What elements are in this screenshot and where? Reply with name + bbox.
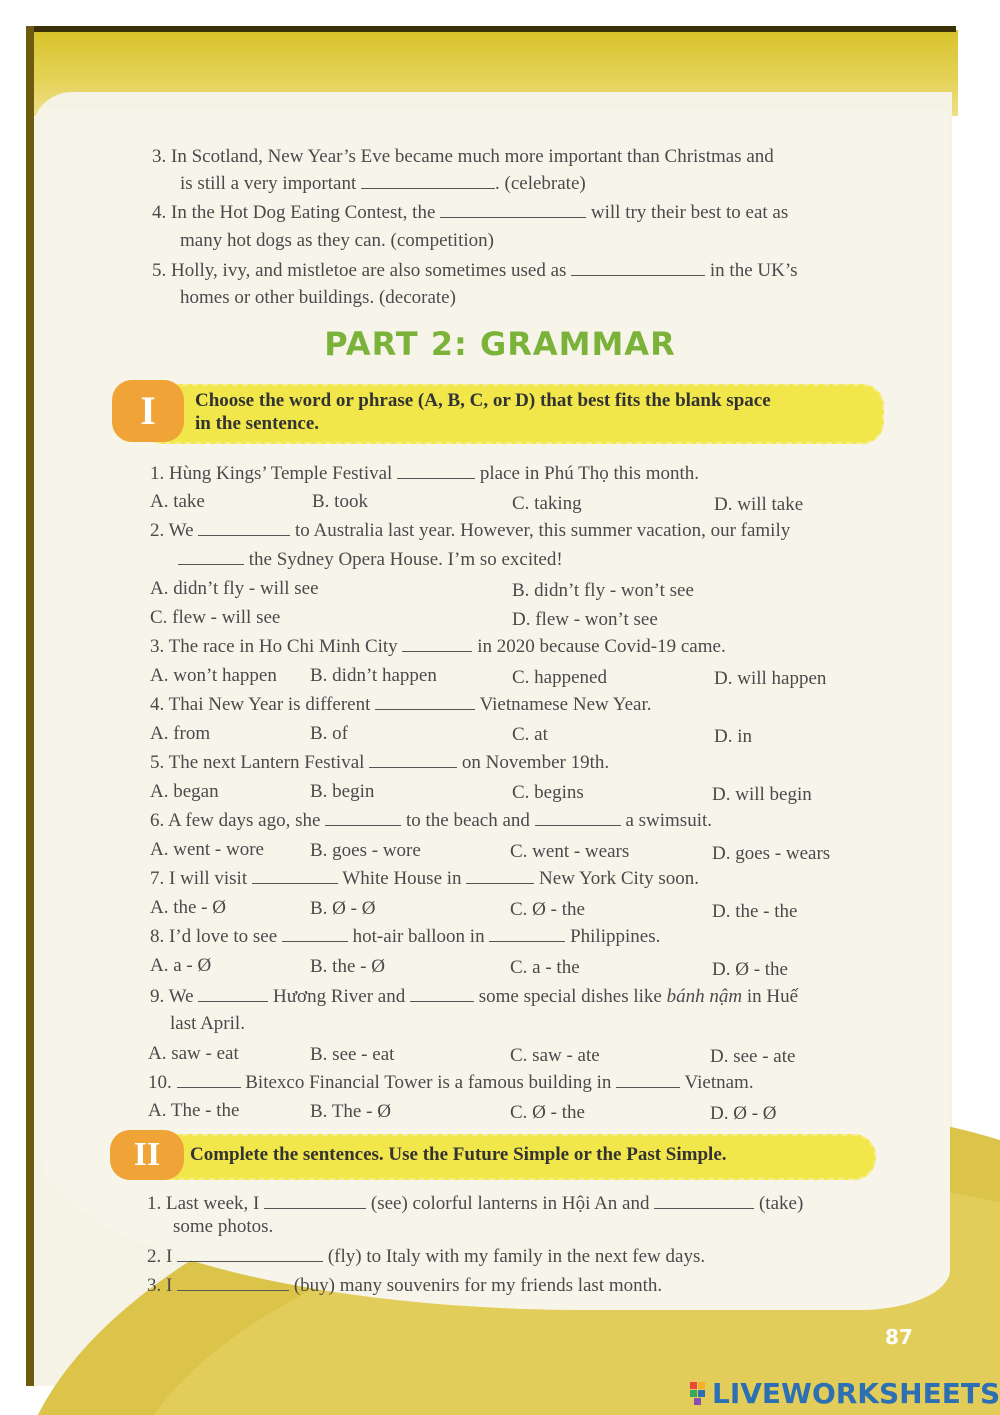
answer-blank[interactable] (410, 983, 474, 1002)
prev-item-4-line1: 4. In the Hot Dog Eating Contest, the will try their best to eat as (152, 199, 788, 226)
part-title: PART 2: GRAMMAR (324, 325, 676, 363)
q3-option-b[interactable]: B. didn’t happen (310, 665, 437, 686)
question-4: 4. Thai New Year is different Vietnamese New Year. (150, 691, 652, 718)
question-10: 10. Bitexco Financial Tower is a famous building in Vietnam. (148, 1069, 754, 1096)
section2-instruction: Complete the sentences. Use the Future Simple or the Past Simple. (190, 1144, 727, 1165)
answer-blank[interactable] (252, 865, 338, 884)
answer-blank[interactable] (616, 1069, 680, 1088)
q1-option-d[interactable]: D. will take (714, 494, 804, 515)
q2-option-a[interactable]: A. didn’t fly - will see (150, 578, 319, 599)
prev-item-3-line1: 3. In Scotland, New Year’s Eve became much more important than Christmas and (152, 146, 774, 167)
q8-option-d[interactable]: D. Ø - the (712, 959, 788, 980)
answer-blank[interactable] (361, 170, 495, 189)
q5-option-d[interactable]: D. will begin (712, 784, 812, 805)
answer-blank[interactable] (198, 983, 268, 1002)
question-3: 3. The race in Ho Chi Minh City in 2020 because Covid-19 came. (150, 633, 726, 660)
prev-item-5-line1: 5. Holly, ivy, and mistletoe are also sometimes used as in the UK’s (152, 257, 798, 284)
answer-blank[interactable] (369, 749, 457, 768)
q1-option-a[interactable]: A. take (150, 491, 205, 512)
section2-item-3: 3. I (buy) many souvenirs for my friends last month. (147, 1272, 662, 1299)
answer-blank[interactable] (654, 1190, 754, 1209)
answer-blank[interactable] (466, 865, 534, 884)
answer-blank[interactable] (264, 1190, 366, 1209)
section2-item-2: 2. I (fly) to Italy with my family in the next few days. (147, 1243, 705, 1270)
q2-option-b[interactable]: B. didn’t fly - won’t see (512, 580, 694, 601)
page-number: 87 (885, 1325, 913, 1349)
liveworksheets-logo-icon (690, 1380, 710, 1404)
q3-option-a[interactable]: A. won’t happen (150, 665, 277, 686)
q8-option-a[interactable]: A. a - Ø (150, 955, 212, 976)
q6-option-b[interactable]: B. goes - wore (310, 840, 421, 861)
q2-option-c[interactable]: C. flew - will see (150, 607, 281, 628)
question-2-line2: the Sydney Opera House. I’m so excited! (178, 546, 563, 573)
q5-option-a[interactable]: A. began (150, 781, 219, 802)
question-5: 5. The next Lantern Festival on November 19th. (150, 749, 609, 776)
question-9-line2: last April. (170, 1013, 245, 1034)
q8-option-c[interactable]: C. a - the (510, 957, 580, 978)
prev-item-5-line2: homes or other buildings. (decorate) (180, 287, 456, 308)
q1-option-c[interactable]: C. taking (512, 493, 582, 514)
section2-badge: II (110, 1130, 184, 1180)
q4-option-a[interactable]: A. from (150, 723, 211, 744)
q4-option-b[interactable]: B. of (310, 723, 348, 744)
q10-option-b[interactable]: B. The - Ø (310, 1101, 391, 1122)
section1-instruction-line1: Choose the word or phrase (A, B, C, or D) that best fits the blank space (195, 390, 771, 411)
q7-option-b[interactable]: B. Ø - Ø (310, 898, 376, 919)
q3-option-d[interactable]: D. will happen (714, 668, 827, 689)
question-8: 8. I’d love to see hot-air balloon in Philippines. (150, 923, 660, 950)
answer-blank[interactable] (440, 199, 586, 218)
q5-option-c[interactable]: C. begins (512, 782, 584, 803)
answer-blank[interactable] (402, 633, 472, 652)
q6-option-a[interactable]: A. went - wore (150, 839, 264, 860)
answer-blank[interactable] (177, 1069, 241, 1088)
answer-blank[interactable] (282, 923, 348, 942)
answer-blank[interactable] (489, 923, 565, 942)
q10-option-d[interactable]: D. Ø - Ø (710, 1103, 777, 1124)
q3-option-c[interactable]: C. happened (512, 667, 607, 688)
answer-blank[interactable] (397, 460, 475, 479)
q5-option-b[interactable]: B. begin (310, 781, 375, 802)
frame-left-edge (26, 26, 34, 1386)
liveworksheets-watermark: LIVEWORKSHEETS (712, 1377, 1000, 1410)
q6-option-d[interactable]: D. goes - wears (712, 843, 831, 864)
q9-option-c[interactable]: C. saw - ate (510, 1045, 600, 1066)
question-1: 1. Hùng Kings’ Temple Festival place in Phú Thọ this month. (150, 460, 699, 487)
q7-option-d[interactable]: D. the - the (712, 901, 798, 922)
question-2-line1: 2. We to Australia last year. However, this summer vacation, our family (150, 517, 790, 544)
q6-option-c[interactable]: C. went - wears (510, 841, 630, 862)
q9-option-d[interactable]: D. see - ate (710, 1046, 796, 1067)
prev-item-3-line2: is still a very important . (celebrate) (180, 170, 586, 197)
q10-option-c[interactable]: C. Ø - the (510, 1102, 585, 1123)
q10-option-a[interactable]: A. The - the (148, 1100, 240, 1121)
q8-option-b[interactable]: B. the - Ø (310, 956, 385, 977)
section2-item-1-line1: 1. Last week, I (see) colorful lanterns in Hội An and (take) (147, 1190, 803, 1217)
answer-blank[interactable] (375, 691, 475, 710)
question-7: 7. I will visit White House in New York City soon. (150, 865, 699, 892)
prev-item-4-line2: many hot dogs as they can. (competition) (180, 230, 494, 251)
answer-blank[interactable] (571, 257, 705, 276)
section1-badge: I (112, 380, 184, 442)
answer-blank[interactable] (177, 1243, 323, 1262)
answer-blank[interactable] (198, 517, 290, 536)
answer-blank[interactable] (177, 1272, 289, 1291)
answer-blank[interactable] (325, 807, 401, 826)
answer-blank[interactable] (535, 807, 621, 826)
section1-instruction-line2: in the sentence. (195, 413, 320, 434)
q2-option-d[interactable]: D. flew - won’t see (512, 609, 658, 630)
q1-option-b[interactable]: B. took (312, 491, 368, 512)
question-9-line1: 9. We Hương River and some special dishes like bánh nậm in Huế (150, 983, 798, 1010)
question-6: 6. A few days ago, she to the beach and a swimsuit. (150, 807, 712, 834)
section2-item-1-line2: some photos. (173, 1216, 274, 1237)
frame-top-edge (26, 26, 956, 32)
q7-option-a[interactable]: A. the - Ø (150, 897, 226, 918)
q4-option-d[interactable]: D. in (714, 726, 752, 747)
q9-option-a[interactable]: A. saw - eat (148, 1043, 239, 1064)
q9-option-b[interactable]: B. see - eat (310, 1044, 395, 1065)
answer-blank[interactable] (178, 546, 244, 565)
q7-option-c[interactable]: C. Ø - the (510, 899, 585, 920)
q4-option-c[interactable]: C. at (512, 724, 548, 745)
